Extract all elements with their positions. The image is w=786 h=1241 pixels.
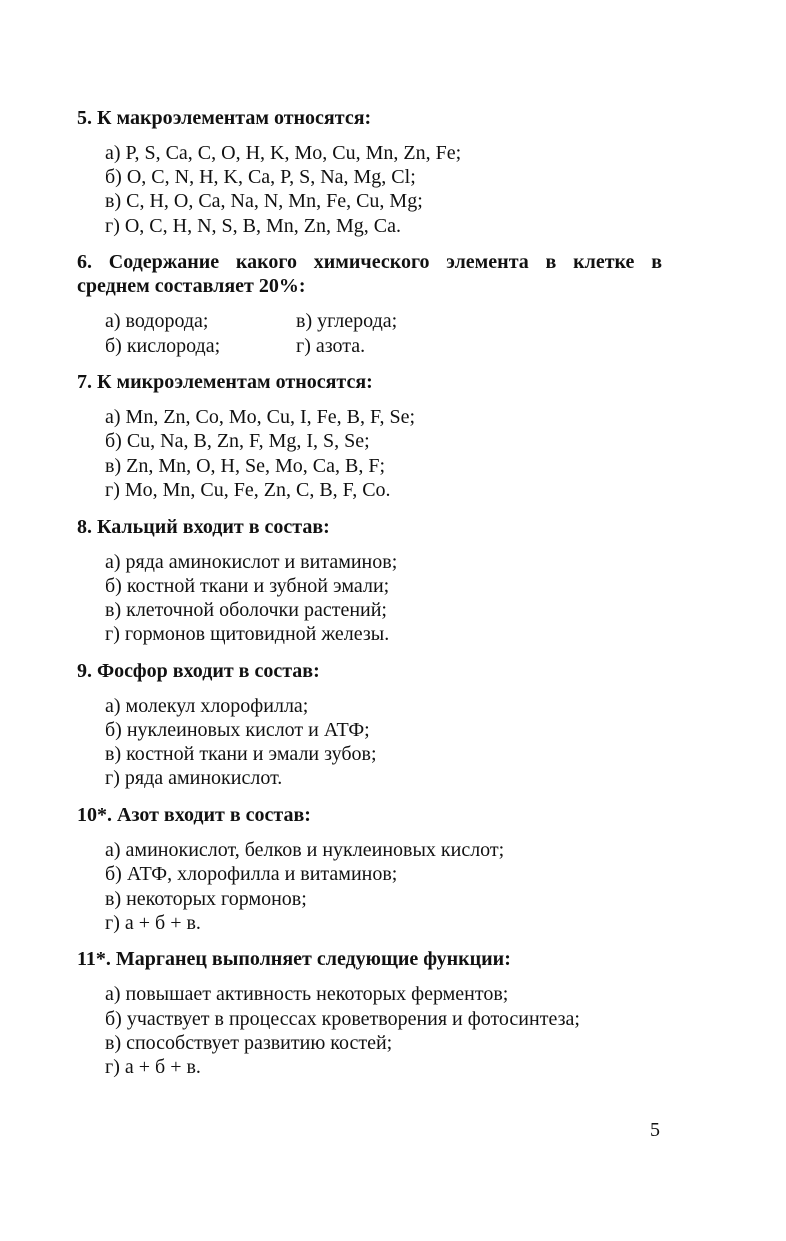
answer-option: в) костной ткани и эмали зубов;	[105, 743, 377, 766]
answer-option: а) аминокислот, белков и нуклеиновых кислот;	[105, 839, 505, 862]
answer-option: г) азота.	[296, 334, 366, 357]
question-title: 5. К макроэлементам относятся:	[77, 107, 372, 129]
answer-option: б) участвует в процессах кроветворения и фотосинтеза;	[105, 1007, 580, 1030]
question-title: 9. Фосфор входит в состав:	[77, 659, 320, 682]
answer-option: г) а + б + в.	[105, 1056, 201, 1079]
question-title: 7. К микроэлементам относятся:	[77, 371, 373, 394]
answer-option: а) P, S, Ca, C, O, H, K, Mo, Cu, Mn, Zn, Fe;	[105, 142, 462, 164]
answer-option: в) C, H, O, Ca, Na, N, Mn, Fe, Cu, Mg;	[105, 190, 423, 213]
answer-option: б) Cu, Na, B, Zn, F, Mg, I, S, Se;	[105, 430, 370, 453]
answer-option: б) АТФ, хлорофилла и витаминов;	[105, 863, 398, 886]
answer-option: б) нуклеиновых кислот и АТФ;	[105, 719, 370, 742]
answer-list	[77, 694, 662, 791]
question-9	[77, 659, 662, 791]
answer-option: г) Mo, Mn, Cu, Fe, Zn, C, B, F, Co.	[105, 478, 391, 501]
answer-option: б) кислорода;	[105, 334, 221, 357]
question-title	[77, 250, 662, 298]
question-title-line: среднем составляет 20%:	[77, 275, 306, 298]
answer-option: в) Zn, Mn, O, H, Se, Mo, Ca, B, F;	[105, 454, 386, 477]
answer-option: а) водорода;	[105, 310, 209, 333]
answer-option: г) а + б + в.	[105, 911, 201, 934]
answer-list	[77, 405, 662, 502]
question-title: 10*. Азот входит в состав:	[77, 804, 311, 827]
answer-option: а) ряда аминокислот и витаминов;	[105, 550, 398, 573]
question-11	[77, 947, 662, 1079]
answer-list	[77, 309, 662, 357]
answer-option: в) углерода;	[296, 310, 398, 333]
answer-list	[77, 982, 662, 1079]
answer-option: а) молекул хлорофилла;	[105, 694, 309, 717]
page-number: 5	[650, 1119, 660, 1141]
question-8	[77, 515, 662, 647]
answer-option: г) гормонов щитовидной железы.	[105, 623, 390, 646]
question-7	[77, 370, 662, 502]
answer-list	[77, 838, 662, 935]
question-title-line: 6. Содержание какого химического элемента в клетке в	[77, 251, 662, 274]
question-6	[77, 250, 662, 357]
answer-list	[77, 550, 662, 647]
answer-option: в) некоторых гормонов;	[105, 887, 307, 910]
answer-option: г) ряда аминокислот.	[105, 767, 283, 790]
question-title: 11*. Марганец выполняет следующие функции:	[77, 948, 511, 971]
answer-option: в) клеточной оболочки растений;	[105, 598, 387, 621]
question-title: 8. Кальций входит в состав:	[77, 515, 330, 538]
answer-option: а) повышает активность некоторых ферментов;	[105, 983, 509, 1006]
question-10	[77, 803, 662, 935]
page-content	[77, 106, 662, 1079]
question-5	[77, 106, 662, 238]
answer-option: б) костной ткани и зубной эмали;	[105, 574, 390, 597]
answer-option: г) O, C, H, N, S, B, Mn, Zn, Mg, Ca.	[105, 214, 401, 237]
answer-option: б) O, C, N, H, K, Ca, P, S, Na, Mg, Cl;	[105, 166, 416, 189]
answer-list	[77, 141, 662, 238]
answer-option: а) Mn, Zn, Co, Mo, Cu, I, Fe, B, F, Se;	[105, 406, 416, 429]
answer-option: в) способствует развитию костей;	[105, 1031, 393, 1054]
